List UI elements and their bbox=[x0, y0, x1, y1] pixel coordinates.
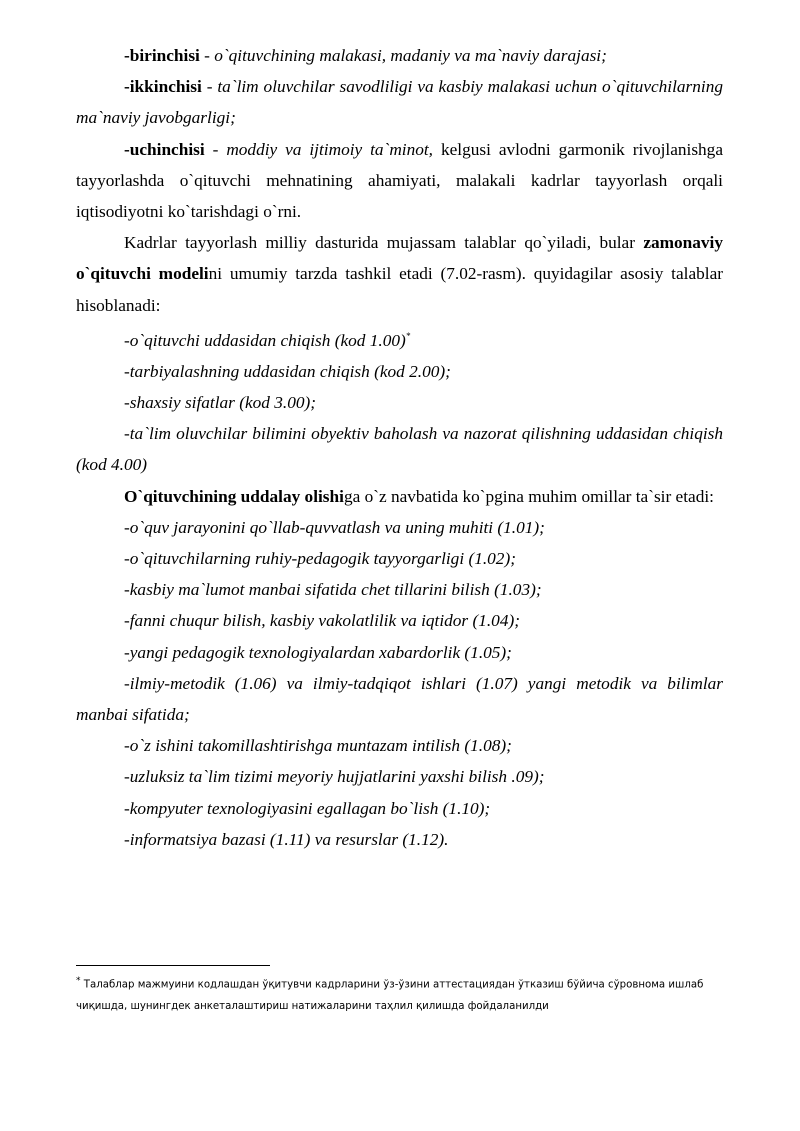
footnote-divider bbox=[76, 965, 270, 966]
second-description: ta`lim oluvchilar savodliligi va kasbiy malakasi uchun o`qituvchilarning ma`naviy javobgarligi; bbox=[76, 77, 723, 128]
factor-item: -fanni chuqur bilish, kasbiy vakolatlilik va iqtidor (1.04); bbox=[124, 611, 520, 631]
factor-item: -informatsiya bazasi (1.11) va resurslar (1.12). bbox=[124, 829, 449, 849]
requirement-text: -o`qituvchi uddasidan chiqish (kod 1.00) bbox=[124, 330, 406, 350]
third-description-rest: kelgusi avlodni garmonik rivojlanishga tayyorlashda o`qituvchi mehnatining ahamiyati, malakali kadrlar tayyorlash orqali iqtisodiyotni ko`tarishdagi o`rni. bbox=[76, 139, 723, 222]
factor-item: -o`qituvchilarning ruhiy-pedagogik tayyorgarligi (1.02); bbox=[124, 549, 516, 569]
footnote-reference[interactable]: * bbox=[405, 330, 411, 341]
footnote-mark: * bbox=[76, 976, 81, 986]
factor-item: -o`quv jarayonini qo`llab-quvvatlash va uning muhiti (1.01); bbox=[124, 517, 545, 537]
requirement-item: -shaxsiy sifatlar (kod 3.00); bbox=[124, 393, 316, 412]
factor-item: -kasbiy ma`lumot manbai sifatida chet tillarini bilish (1.03); bbox=[124, 580, 542, 600]
factor-item: -ilmiy-metodik (1.06) va ilmiy-tadqiqot ishlari (1.07) yangi metodik va bilimlar manbai sifatida; bbox=[76, 673, 723, 725]
requirement-item bbox=[76, 321, 723, 356]
requirement-item: -tarbiyalashning uddasidan chiqish (kod 2.00); bbox=[124, 361, 451, 381]
factor-item: -uzluksiz ta`lim tizimi meyoriy hujjatlarini yaxshi bilish .09); bbox=[124, 767, 545, 787]
paragraph-requirements-intro bbox=[76, 227, 723, 321]
first-description: o`qituvchining malakasi, madaniy va ma`naviy darajasi; bbox=[214, 46, 607, 65]
intro-text-rest: ni umumiy tarzda tashkil etadi (7.02-rasm). quyidagilar asosiy talablar hisoblanadi: bbox=[76, 264, 723, 315]
factor-item: -o`z ishini takomillashtirishga muntazam intilish (1.08); bbox=[124, 736, 512, 756]
term-third: -uchinchisi bbox=[124, 139, 205, 159]
model-term: zamonaviy o`qituvchi modeli bbox=[76, 233, 723, 284]
document-body bbox=[76, 40, 723, 855]
third-description-italic: moddiy va ijtimoiy ta`minot, bbox=[226, 139, 434, 159]
capability-term: O`qituvchining uddalay olishi bbox=[124, 486, 344, 506]
separator: - bbox=[199, 46, 215, 65]
footnote bbox=[76, 970, 726, 1018]
term-second: -ikkinchisi bbox=[124, 77, 202, 97]
paragraph-first bbox=[76, 40, 723, 71]
factor-item: -kompyuter texnologiyasini egallagan bo`lish (1.10); bbox=[124, 798, 491, 818]
term-first: -birinchisi bbox=[124, 46, 200, 65]
requirement-item: -ta`lim oluvchilar bilimini obyektiv baholash va nazorat qilishning uddasidan chiqish (kod 4.00) bbox=[76, 424, 723, 475]
factor-item: -yangi pedagogik texnologiyalardan xabardorlik (1.05); bbox=[124, 642, 512, 662]
paragraph-second bbox=[76, 71, 723, 133]
paragraph-factors-intro bbox=[76, 481, 723, 512]
separator: - bbox=[204, 139, 227, 159]
footnote-text: Талаблар мажмуини кодлашдан ўқитувчи кадрларини ўз-ўзини аттестациядан ўтказиш бўйича сўровнома ишлаб чиқишда, шунингдек анкеталаштириш натижаларини таҳлил қилишда фойдаланилди bbox=[76, 979, 704, 1013]
intro-text: Kadrlar tayyorlash milliy dasturida mujassam talablar qo`yiladi, bular bbox=[124, 233, 644, 253]
paragraph-third bbox=[76, 134, 723, 228]
factors-intro-text: ga o`z navbatida ko`pgina muhim omillar ta`sir etadi: bbox=[343, 486, 714, 506]
separator: - bbox=[201, 77, 218, 97]
